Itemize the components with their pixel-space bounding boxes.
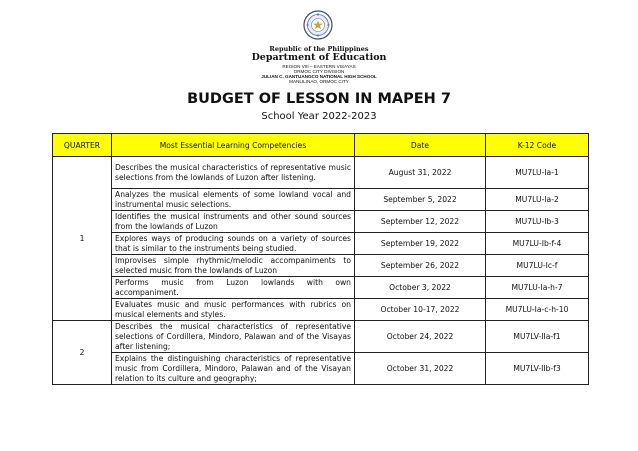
table-row <box>53 157 589 189</box>
deped-seal-logo <box>303 10 333 40</box>
code-cell: MU7LU-Ia-2 <box>486 189 589 211</box>
header-quarter: QUARTER <box>53 134 112 157</box>
document-subtitle: School Year 2022-2023 <box>261 111 377 122</box>
date-cell: September 26, 2022 <box>355 255 486 277</box>
code-cell: MU7LU-Ia-1 <box>486 157 589 189</box>
header-competencies: Most Essential Learning Competencies <box>112 134 355 157</box>
table-row <box>53 299 589 321</box>
quarter-cell: 2 <box>53 321 112 385</box>
date-cell: August 31, 2022 <box>355 157 486 189</box>
table-row <box>53 277 589 299</box>
header-code: K-12 Code <box>486 134 589 157</box>
table-row <box>53 233 589 255</box>
date-cell: September 5, 2022 <box>355 189 486 211</box>
competency-cell: Performs music from Luzon lowlands with own accompaniment. <box>112 277 355 299</box>
code-cell: MU7LV-IIb-f3 <box>486 353 589 385</box>
code-cell: MU7LU-Ic-f <box>486 255 589 277</box>
date-cell: October 24, 2022 <box>355 321 486 353</box>
republic-line: Republic of the Philippines <box>269 45 369 53</box>
table-row <box>53 211 589 233</box>
date-cell: October 3, 2022 <box>355 277 486 299</box>
competency-cell: Explains the distinguishing characteristics of representative music from Cordillera, Mindoro, Palawan and of the Visayan relation to its culture and geography; <box>112 353 355 385</box>
division-line: ORMOC CITY DIVISION <box>293 69 345 74</box>
table-row <box>53 321 589 353</box>
competency-cell: Improvises simple rhythmic/melodic accompaniments to selected music from the lowlands of Luzon <box>112 255 355 277</box>
competency-cell: Evaluates music and music performances with rubrics on musical elements and styles. <box>112 299 355 321</box>
school-line: JULIAN C. GANTUANGCO NATIONAL HIGH SCHOOL <box>261 74 377 79</box>
table-row <box>53 353 589 385</box>
quarter-cell: 1 <box>53 157 112 321</box>
budget-of-lesson-table <box>52 133 589 385</box>
region-line: REGION VIII – EASTERN VISAYAS <box>282 64 356 69</box>
table-row <box>53 189 589 211</box>
code-cell: MU7LV-IIa-f1 <box>486 321 589 353</box>
competency-cell: Describes the musical characteristics of representative selections of Cordillera, Mindoro, Palawan and of the Visayas after listening; <box>112 321 355 353</box>
competency-cell: Identifies the musical instruments and other sound sources from the lowlands of Luzon <box>112 211 355 233</box>
address-line: MANLILINAO, ORMOC CITY <box>289 79 349 84</box>
date-cell: September 19, 2022 <box>355 233 486 255</box>
date-cell: October 31, 2022 <box>355 353 486 385</box>
code-cell: MU7LU-Ia-h-7 <box>486 277 589 299</box>
table-header-row <box>53 134 589 157</box>
date-cell: September 12, 2022 <box>355 211 486 233</box>
competency-cell: Describes the musical characteristics of representative music selections from the lowlands of Luzon after listening. <box>112 157 355 189</box>
code-cell: MU7LU-Ib-f-4 <box>486 233 589 255</box>
department-line: Department of Education <box>251 52 387 63</box>
table-row <box>53 255 589 277</box>
code-cell: MU7LU-Ib-3 <box>486 211 589 233</box>
date-cell: October 10-17, 2022 <box>355 299 486 321</box>
document-title: BUDGET OF LESSON IN MAPEH 7 <box>187 91 451 107</box>
header-date: Date <box>355 134 486 157</box>
code-cell: MU7LU-Ia-c-h-10 <box>486 299 589 321</box>
competency-cell: Explores ways of producing sounds on a variety of sources that is similar to the instruments being studied. <box>112 233 355 255</box>
competency-cell: Analyzes the musical elements of some lowland vocal and instrumental music selections. <box>112 189 355 211</box>
